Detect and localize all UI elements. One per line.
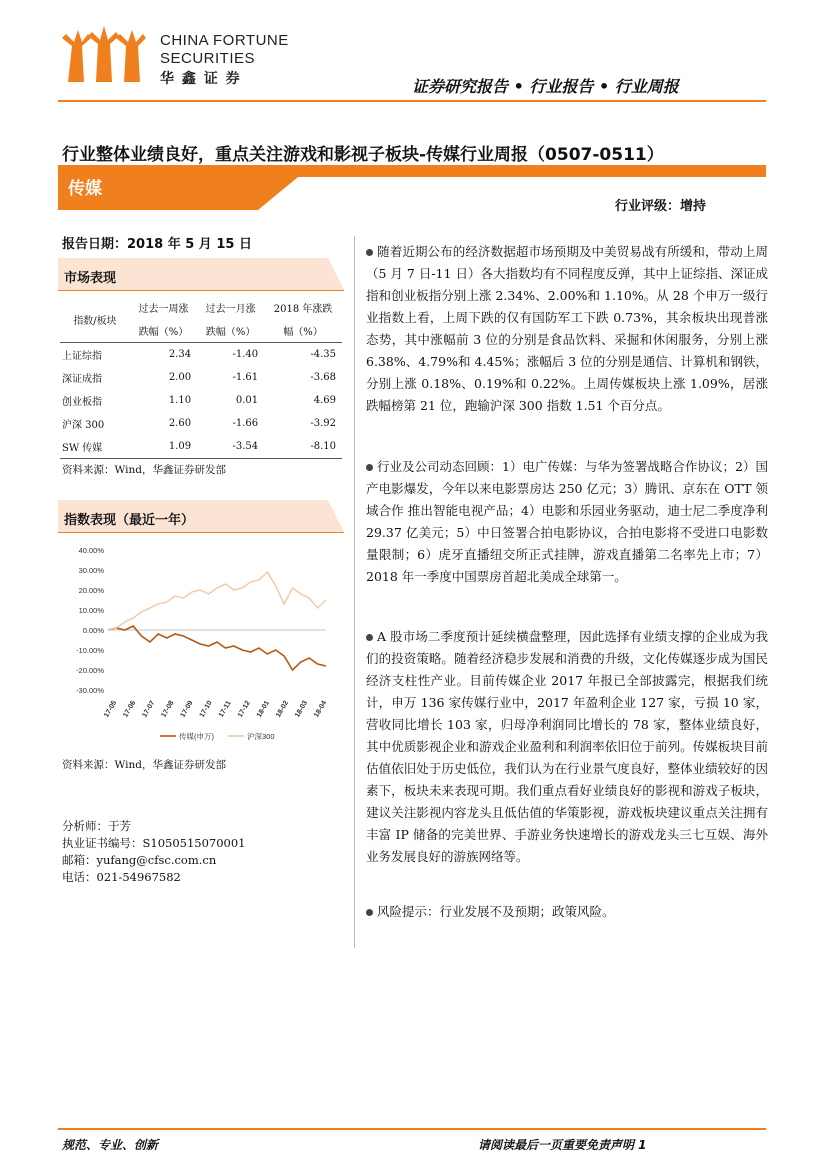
analyst-name: 分析师：于芳 (62, 819, 131, 833)
bullet-dot-icon (366, 249, 373, 256)
col-header-month-2: 跌幅（%） (205, 327, 256, 338)
bullet-4 (366, 901, 768, 923)
footer-disclaimer: 请阅读最后一页重要免责声明 1 (478, 1138, 647, 1152)
index-heading-rule (58, 532, 344, 533)
analyst-cert: 执业证书编号：S1050515070001 (62, 836, 246, 850)
row-ytd: -8.10 (310, 441, 336, 452)
industry-rating (615, 195, 706, 214)
row-name: SW 传媒 (62, 443, 103, 454)
bullet-dot-icon (366, 634, 373, 641)
row-month: 0.01 (235, 395, 259, 406)
rating-value: 增持 (680, 199, 707, 214)
row-name: 上证综指 (62, 351, 102, 362)
report-title: 行业整体业绩良好，重点关注游戏和影视子板块-传媒行业周报（0507-0511） (62, 145, 664, 165)
x-tick-label: 17-09 (179, 699, 195, 719)
col-header-week-1: 过去一周涨 (138, 304, 189, 315)
row-week: 2.60 (168, 418, 192, 429)
y-tick-label: 10.00% (78, 606, 104, 615)
y-tick-label: -30.00% (76, 686, 104, 695)
index-heading-bar (58, 500, 344, 532)
footer-slogan: 规范、专业、创新 (62, 1138, 159, 1152)
y-tick-label: 40.00% (78, 546, 104, 555)
x-tick-label: 17-10 (198, 699, 214, 719)
market-heading-bar (58, 258, 344, 290)
index-chart (60, 540, 342, 750)
rating-label: 行业评级： (615, 199, 681, 214)
x-tick-label: 18-02 (275, 699, 291, 719)
header-rule (58, 100, 766, 102)
bullet-text: 风险提示：行业发展不及预期；政策风险。 (377, 904, 615, 919)
y-tick-label: 0.00% (82, 626, 104, 635)
x-tick-label: 17-05 (103, 699, 119, 719)
market-heading-rule (58, 290, 344, 291)
row-ytd: -3.92 (310, 418, 336, 429)
vertical-divider (354, 236, 355, 948)
row-ytd: 4.69 (313, 395, 336, 406)
row-ytd: -4.35 (310, 349, 336, 360)
index-source: 资料来源：Wind，华鑫证券研发部 (62, 759, 226, 771)
index-heading: 指数表现（最近一年） (64, 513, 195, 528)
x-tick-label: 17-06 (122, 699, 138, 719)
col-header-index: 指数/板块 (73, 315, 117, 327)
bullet-text: 行业及公司动态回顾：1）电广传媒：与华为签署战略合作协议；2）国产电影爆发，今年以来电影票房达 250 亿元；3）腾讯、京东在 OTT 领域合作 推出智能电视产品；4）电影和乐园业务驱动，迪士尼二季度净利 29.37 亿美元；5）中日签署合拍电影协议，合拍电影将不受进口电影数量限制；6）虎牙直播纽交所正式挂牌，游戏直播第二名率先上市；7）2018 年一季度中国票房首超北美成全球第一。 (366, 459, 768, 584)
bullet-text: A 股市场二季度预计延续横盘整理，因此选择有业绩支撑的企业成为我们的投资策略。随着经济稳步发展和消费的升级，文化传媒逐步成为国民经济支柱性产业。目前传媒企业 2017 年报已全部披露完，根据我们统计，申万 136 家传媒行业中，2017 年盈利企业 127 家，亏损 10 家，营收同比增长 103 家，归母净利润同比增长的 78 家，整体业绩良好，其中优质影视企业和游戏企业盈利和利润率依旧位于前列。传媒板块目前估值依旧处于历史低位，我们认为在行业景气度良好，整体业绩较好的因素下，板块未来表现可期。我们重点看好业绩良好的影视和游戏子板块，建议关注影视内容龙头且低估值的华策影视，游戏板块建议重点关注拥有丰富 IP 储备的完美世界、手游业务快速增长的游戏龙头三七互娱、海外业务发展良好的游族网络等。 (366, 629, 768, 864)
bullet-2 (366, 456, 768, 588)
row-week: 2.34 (168, 349, 192, 360)
y-tick-label: -20.00% (76, 666, 104, 675)
report-date: 报告日期：2018 年 5 月 15 日 (62, 237, 252, 252)
y-tick-label: -10.00% (76, 646, 104, 655)
bullet-3 (366, 626, 768, 868)
row-week: 1.09 (168, 441, 192, 452)
x-tick-label: 17-07 (141, 699, 157, 719)
legend-label: 沪深300 (247, 732, 275, 741)
brand-logo (58, 24, 150, 82)
brand-name-en-1: CHINA FORTUNE (160, 32, 289, 49)
market-source: 资料来源：Wind，华鑫证券研发部 (62, 464, 226, 476)
y-tick-label: 20.00% (78, 586, 104, 595)
row-name: 创业板指 (62, 397, 102, 408)
row-name: 深证成指 (62, 374, 102, 385)
col-header-ytd-1: 2018 年涨跌 (273, 304, 333, 315)
row-month: -1.66 (232, 418, 259, 429)
x-tick-label: 18-04 (313, 699, 329, 719)
series-line-1 (108, 572, 326, 630)
table-row (60, 389, 342, 412)
row-week: 2.00 (168, 372, 192, 383)
x-tick-label: 17-11 (217, 699, 233, 719)
analyst-info (62, 818, 246, 886)
table-row (60, 366, 342, 389)
bullet-dot-icon (366, 464, 373, 471)
bullet-dot-icon (366, 909, 373, 916)
x-tick-label: 18-01 (255, 699, 271, 719)
brand-name-en-2: SECURITIES (160, 50, 256, 67)
brand-name-cn: 华 鑫 证 券 (160, 70, 242, 86)
table-row (60, 343, 342, 367)
table-row (60, 435, 342, 459)
row-ytd: -3.68 (310, 372, 336, 383)
bullet-1 (366, 241, 768, 417)
market-table (60, 296, 342, 459)
row-name: 沪深 300 (62, 420, 105, 431)
x-tick-label: 17-08 (160, 699, 176, 719)
x-tick-label: 18-03 (294, 699, 310, 719)
row-month: -3.54 (232, 441, 259, 452)
x-tick-label: 17-12 (236, 699, 252, 719)
market-table-wrap (60, 296, 342, 459)
row-month: -1.40 (232, 349, 259, 360)
report-type-tag: 证券研究报告 • 行业报告 • 行业周报 (412, 77, 679, 96)
y-tick-label: 30.00% (78, 566, 104, 575)
row-month: -1.61 (232, 372, 259, 383)
col-header-ytd-2: 幅（%） (283, 327, 323, 338)
col-header-month-1: 过去一月涨 (205, 304, 256, 315)
analyst-phone: 电话：021-54967582 (62, 870, 181, 884)
index-chart-svg (60, 540, 342, 750)
sector-name: 传媒 (68, 179, 102, 199)
row-week: 1.10 (168, 395, 192, 406)
col-header-week-2: 跌幅（%） (138, 327, 189, 338)
table-row (60, 412, 342, 435)
analyst-email: 邮箱：yufang@cfsc.com.cn (62, 853, 217, 867)
logo-mark-icon (58, 24, 150, 82)
series-line-0 (108, 626, 326, 670)
footer-rule (58, 1128, 766, 1130)
legend-label: 传媒(申万) (179, 732, 214, 741)
bullet-text: 随着近期公布的经济数据超市场预期及中美贸易战有所缓和，带动上周（5 月 7 日-11 日）各大指数均有不同程度反弹，其中上证综指、深证成指和创业板指分别上涨 2.34%、2.00%和 1.10%。从 28 个申万一级行业指数上看，上周下跌的仅有国防军工下跌 0.73%，其余板块出现普涨态势，其中涨幅前 3 位的分别是食品饮料、采掘和休闲服务，分别上涨 6.38%、4.79%和 4.45%；涨幅后 3 位的分别是通信、计算机和钢铁，分别上涨 0.18%、0.19%和 0.22%。上周传媒板块上涨 1.09%，居涨跌幅榜第 21 位，跑输沪深 300 指数 1.51 个百分点。 (366, 244, 768, 413)
table-header-row (60, 296, 342, 319)
market-heading: 市场表现 (64, 271, 117, 286)
